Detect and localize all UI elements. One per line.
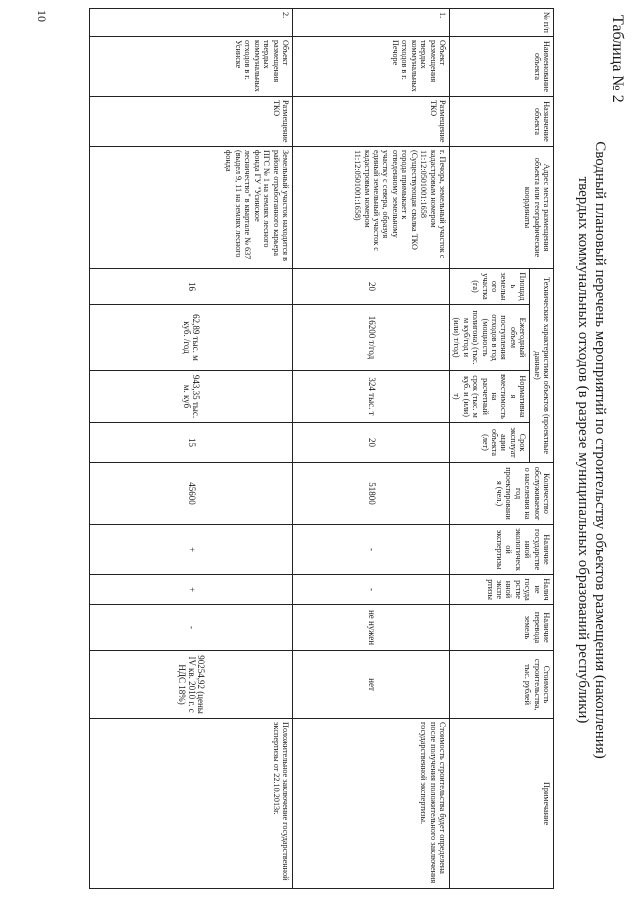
cell-state-eco: -: [292, 525, 449, 575]
header-note: Примечание: [449, 719, 553, 889]
table-row: [292, 9, 449, 889]
cell-capacity: 943,35 тыс. м. куб: [89, 371, 292, 423]
cell-capacity: 324 тыс. т: [292, 371, 449, 423]
cell-address: г. Печора, земельный участок с кадастровым номером 11:12:0501001:1658 (Существующая свалка ТКО города примыкает к отведенному земельному участку с севера, образуя единый земельный участок с кадастровым номером 11:12:0501001:1658): [292, 147, 449, 269]
header-tech-group: Технические характеристики объектов (проектные данные): [530, 269, 554, 463]
cell-population: 45600: [89, 463, 292, 525]
header-row: [530, 9, 554, 889]
cell-name: Объект размещения твердых коммунальных отходов в г. Печоре: [292, 37, 449, 97]
header-area: Площадь земельного участка (га): [449, 269, 529, 305]
table-row: [89, 9, 292, 889]
document-title: [574, 40, 608, 860]
title-line-2: твердых коммунальных отходов (в разрезе муниципальных образований республики): [575, 176, 591, 724]
cell-land-transfer: -: [89, 605, 292, 651]
title-line-1: Сводный плановый перечень мероприятий по строительству объектов размещения (накопления): [592, 141, 608, 759]
cell-population: 51800: [292, 463, 449, 525]
header-name: Наименование объекта: [449, 37, 553, 97]
page-number: 10: [35, 10, 49, 22]
cell-state-expertise: +: [89, 575, 292, 605]
header-service-life: Срок эксплуатации объекта (лет): [449, 423, 529, 463]
cell-state-eco: +: [89, 525, 292, 575]
cell-note: Стоимость строительства будет определена после получения положительного заключения государственной экспертизы.: [292, 719, 449, 889]
header-population: Количество обслуживаемого населения на год проектирования (чел.): [449, 463, 553, 525]
header-state-expertise: Наличие государственной экспертизы: [449, 575, 553, 605]
cell-area: 16: [89, 269, 292, 305]
cell-area: 20: [292, 269, 449, 305]
header-num: № п/п: [449, 9, 553, 37]
header-address: Адрес места размещения объекта или географические координаты: [449, 147, 553, 269]
cell-annual-volume: 62,89 тыс. м куб. /год: [89, 305, 292, 371]
cell-cost: 90254,92 (цены IV кв. 2010 г. с НДС 18%): [89, 651, 292, 719]
table-label: Таблица № 2: [609, 15, 626, 103]
cell-purpose: Размещение ТКО: [89, 97, 292, 147]
header-land-transfer: Наличие перевода земель: [449, 605, 553, 651]
cell-land-transfer: не нужен: [292, 605, 449, 651]
cell-address: Земельный участок находится в районе отработанного карьера ПГС № 1 на землях лесного фонда ГУ "Усинское лесничество" в квартале № 637 (выдел 9, 11 на землях лесного фонда: [89, 147, 292, 269]
header-state-eco: Наличие государственной экологической экспертизы: [449, 525, 553, 575]
cell-state-expertise: -: [292, 575, 449, 605]
header-annual-volume: Ежегодный объем поступления отходов в год (мощность полигона) (тыс. м куб/год и (или) т/год): [449, 305, 529, 371]
cell-cost: нет: [292, 651, 449, 719]
cell-purpose: Размещение ТКО: [292, 97, 449, 147]
header-capacity: Нормативная вместимость на расчетный срок (тыс. м куб. и (или) т): [449, 371, 529, 423]
cell-service-life: 15: [89, 423, 292, 463]
cell-note: Положительное заключение государственной экспертизы от 22.10.2013г.: [89, 719, 292, 889]
cell-annual-volume: 16200 т/год: [292, 305, 449, 371]
objects-table: [89, 8, 554, 889]
cell-num: 2.: [89, 9, 292, 37]
cell-service-life: 20: [292, 423, 449, 463]
header-purpose: Назначение объекта: [449, 97, 553, 147]
cell-num: 1.: [292, 9, 449, 37]
cell-name: Объект размещения твердых коммунальных отходов в г. Усинске: [89, 37, 292, 97]
header-cost: Стоимость строительства, тыс. рублей: [449, 651, 553, 719]
